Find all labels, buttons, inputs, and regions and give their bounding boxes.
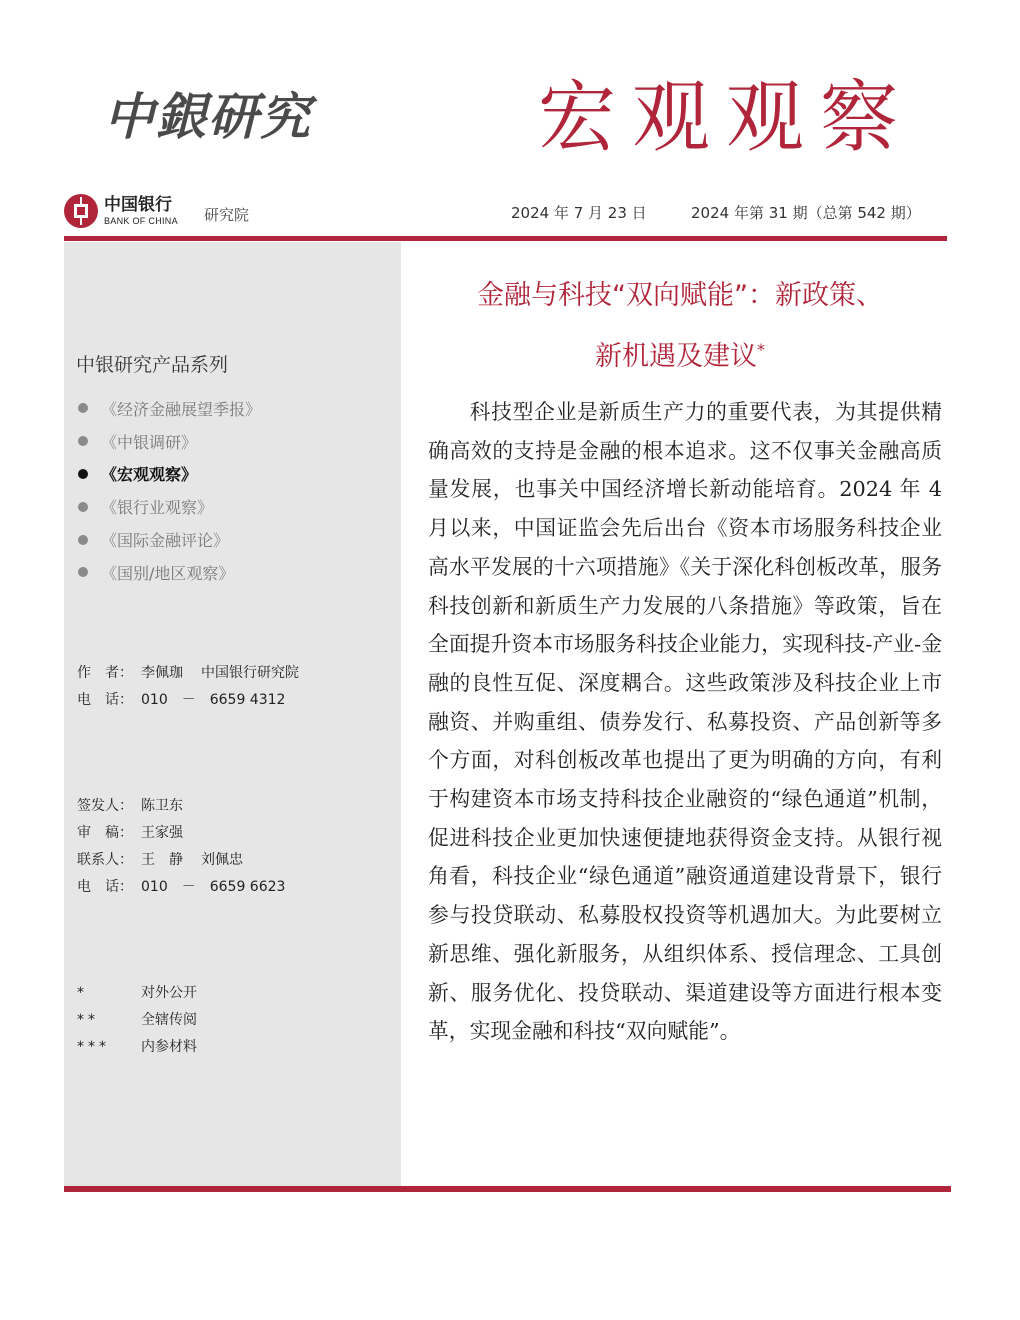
reviewer-line: 审 稿： 王家强 <box>77 825 183 841</box>
bullet-icon <box>78 403 88 413</box>
product-item[interactable]: 《经济金融展望季报》 <box>76 392 261 425</box>
article-title-line-1: 金融与科技“双向赋能”：新政策、 <box>477 280 883 311</box>
footer-divider <box>64 1186 951 1192</box>
contact-block <box>77 793 285 901</box>
issuer-line: 签发人： 陈卫东 <box>77 798 183 814</box>
author-phone: 010 － 6659 4312 <box>141 692 286 708</box>
bank-logo <box>64 194 178 228</box>
product-item[interactable]: 《国别/地区观察》 <box>76 556 261 589</box>
contact-phone: 010 － 6659 6623 <box>141 879 286 895</box>
bank-logo-en: BANK OF CHINA <box>104 216 178 226</box>
contact-phone-line: 电 话： 010 － 6659 6623 <box>77 879 286 895</box>
bullet-icon <box>78 502 88 512</box>
classification-legend <box>77 980 197 1061</box>
author-org: 中国银行研究院 <box>201 665 299 681</box>
author-phone-line: 电 话： 010 － 6659 4312 <box>77 692 286 708</box>
series-title: 宏观观察 <box>538 73 915 163</box>
product-item-current[interactable]: 《宏观观察》 <box>76 458 261 491</box>
bullet-icon <box>78 469 88 479</box>
bullet-icon <box>78 436 88 446</box>
classification-item: ** 全辖传阅 <box>77 1012 197 1028</box>
contact-name-1: 王 静 <box>141 852 183 868</box>
reviewer-name: 王家强 <box>141 825 183 841</box>
author-line: 作 者： 李佩珈 中国银行研究院 <box>77 665 299 681</box>
title-footnote-mark: * <box>757 340 765 359</box>
product-item[interactable]: 《国际金融评论》 <box>76 523 261 556</box>
header-divider <box>64 236 947 241</box>
issuer-name: 陈卫东 <box>141 798 183 814</box>
brand-calligraphy-logo: 中銀研究 <box>104 87 312 146</box>
bullet-icon <box>78 567 88 577</box>
author-block <box>77 660 299 714</box>
product-item[interactable]: 《银行业观察》 <box>76 490 261 523</box>
product-item[interactable]: 《中银调研》 <box>76 425 261 458</box>
author-name: 李佩珈 <box>141 665 183 681</box>
classification-item: *** 内参材料 <box>77 1039 197 1055</box>
institute-label: 研究院 <box>204 206 250 224</box>
bullet-icon <box>78 535 88 545</box>
classification-item: * 对外公开 <box>77 985 197 1001</box>
issue-date: 2024 年 7 月 23 日 <box>511 204 647 222</box>
products-title: 中银研究产品系列 <box>76 354 229 376</box>
article-body: 科技型企业是新质生产力的重要代表，为其提供精确高效的支持是金融的根本追求。这不仅事关金融高质量发展，也事关中国经济增长新动能培育。2024 年 4 月以来，中国证监会先后出台《资本市场服务科技企业高水平发展的十六项措施》《关于深化科创板改革，服务科技创新和新质生产力发展的八条措施》等政策，旨在全面提升资本市场服务科技企业能力，实现科技-产业-金融的良性互促、深度耦合。这些政策涉及科技企业上市融资、并购重组、债券发行、私募投资、产品创新等多个方面，对科创板改革也提出了更为明确的方向，有利于构建资本市场支持科技企业融资的“绿色通道”机制，促进科技企业更加快速便捷地获得资金支持。从银行视角看，科技企业“绿色通道”融资通道建设背景下，银行参与投贷联动、私募股权投资等机遇加大。为此要树立新思维、强化新服务，从组织体系、授信理念、工具创新、服务优化、投贷联动、渠道建设等方面进行根本变革，实现金融和科技“双向赋能”。 <box>428 400 942 1044</box>
products-list <box>76 392 261 589</box>
contact-name-2: 刘佩忠 <box>201 852 243 868</box>
bank-logo-cn: 中国银行 <box>104 195 172 215</box>
bank-of-china-emblem-icon <box>64 194 98 228</box>
article-title-line-2: 新机遇及建议* <box>595 340 765 372</box>
issue-number: 2024 年第 31 期（总第 542 期） <box>691 204 921 222</box>
contact-line: 联系人： 王 静 刘佩忠 <box>77 852 243 868</box>
